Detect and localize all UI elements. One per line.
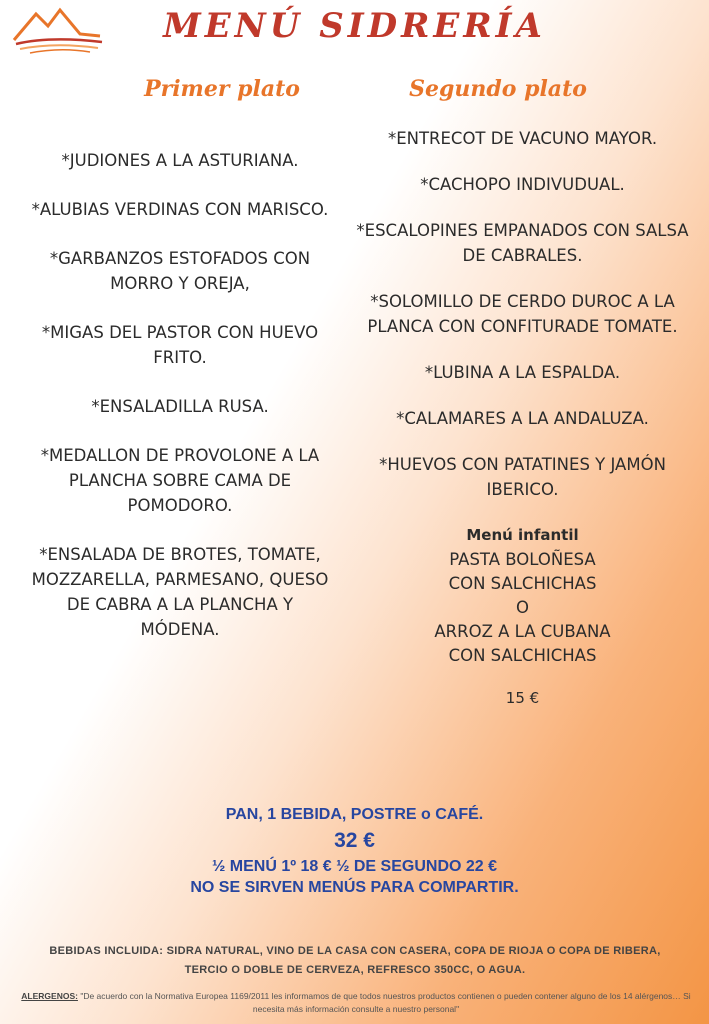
menu-price: 32 € [334, 829, 375, 852]
menu-item: *ENSALADA DE BROTES, TOMATE, MOZZARELLA, PARMESANO, QUESO DE CABRA A LA PLANCHA Y MÓDENA. [31, 545, 329, 639]
menu-item: *ENSALADILLA RUSA. [91, 397, 269, 416]
menu-item: *HUEVOS CON PATATINES Y JAMÓN IBERICO. [379, 455, 666, 499]
menu-title: MENÚ SIDRERÍA [163, 6, 546, 46]
kids-menu-line: CON SALCHICHAS [448, 574, 597, 593]
menu-item: *ESCALOPINES EMPANADOS CON SALSA DE CABRALES. [356, 221, 689, 265]
included-items: PAN, 1 BEBIDA, POSTRE o CAFÉ. [225, 806, 484, 823]
kids-menu [355, 523, 690, 711]
allergen-notice [12, 990, 700, 1016]
menu-item: *LUBINA A LA ESPALDA. [424, 363, 621, 382]
kids-menu-line: PASTA BOLOÑESA [449, 550, 596, 569]
kids-menu-title: Menú infantil [466, 526, 579, 544]
menu-item: *CALAMARES A LA ANDALUZA. [396, 409, 649, 428]
allergen-label: ALERGENOS: [21, 991, 78, 1001]
menu-item: *MIGAS DEL PASTOR CON HUEVO FRITO. [41, 323, 319, 367]
kids-menu-line: ARROZ A LA CUBANA [434, 622, 611, 641]
menu-item: *GARBANZOS ESTOFADOS CON MORRO Y OREJA, [49, 249, 311, 293]
menu-item: *ALUBIAS VERDINAS CON MARISCO. [31, 200, 329, 219]
menu-item: *SOLOMILLO DE CERDO DUROC A LA PLANCA CON CONFITURADE TOMATE. [367, 292, 678, 336]
second-course-list [355, 126, 690, 711]
second-course-heading: Segundo plato [409, 76, 587, 102]
half-menu-price: ½ MENÚ 1º 18 € ½ DE SEGUNDO 22 € [211, 858, 498, 875]
kids-menu-line: O [516, 598, 529, 617]
kids-menu-line: CON SALCHICHAS [448, 646, 597, 665]
menu-item: *CACHOPO INDIVUDUAL. [420, 175, 625, 194]
drinks-included: BEBIDAS INCLUIDA: SIDRA NATURAL, VINO DE LA CASA CON CASERA, COPA DE RIOJA O COPA DE RIBERA, TERCIO O DOBLE DE CERVEZA, REFRESCO 350CC, O AGUA. [49, 945, 661, 976]
first-course-heading: Primer plato [144, 76, 300, 102]
no-share-notice: NO SE SIRVEN MENÚS PARA COMPARTIR. [190, 879, 519, 896]
allergen-text: "De acuerdo con la Normativa Europea 1169/2011 les informamos de que todos nuestros productos contienen o pueden contener alguno de los 14 alérgenos… Si necesita más información consulte a nuestro personal" [77, 991, 691, 1014]
menu-item: *JUDIONES A LA ASTURIANA. [61, 151, 299, 170]
first-course-list [30, 148, 330, 666]
menu-item: *MEDALLON DE PROVOLONE A LA PLANCHA SOBRE CAMA DE POMODORO. [40, 446, 320, 515]
menu-item: *ENTRECOT DE VACUNO MAYOR. [387, 129, 658, 148]
kids-menu-price: 15 € [505, 689, 540, 707]
